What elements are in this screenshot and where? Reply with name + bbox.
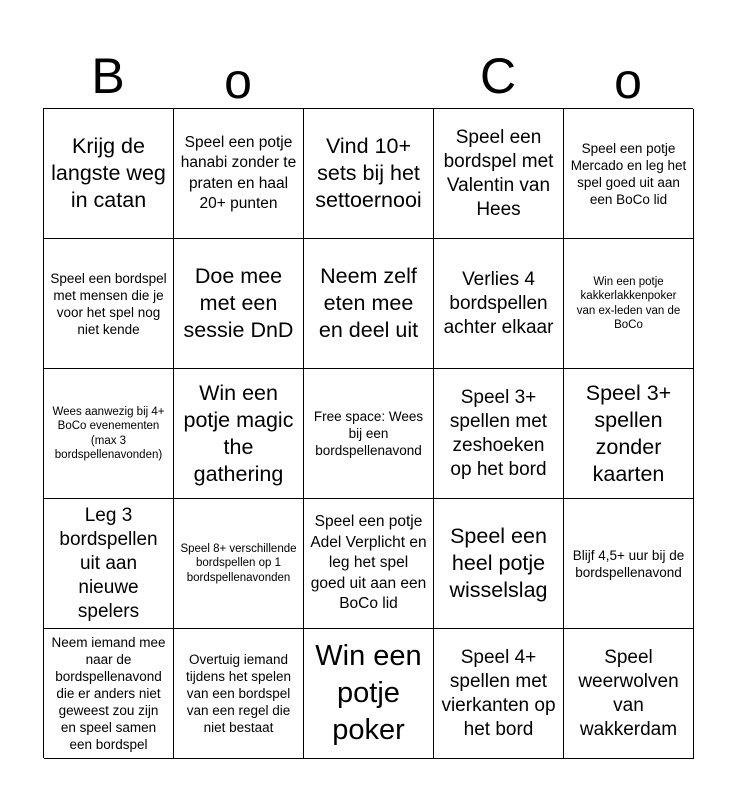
bingo-cell[interactable] [304,109,434,239]
bingo-cell[interactable] [174,109,304,239]
cell-text: Wees aanwezig bij 4+ BoCo evenementen (max 3 bordspellenavonden) [52,405,165,461]
bingo-cell[interactable] [44,369,174,499]
bingo-cell[interactable] [44,499,174,629]
cell-text: Win een potje poker [315,640,422,746]
cell-text: Krijg de langste weg in catan [51,134,166,212]
cell-text: Free space: Wees bij een bordspellenavond [313,409,424,458]
header-letter-3 [303,44,433,108]
cell-text: Leg 3 bordspellen uit aan nieuwe spelers [59,504,158,622]
header-letter-1: B [91,48,125,104]
cell-text: Win een potje magic the gathering [183,380,294,486]
cell-text: Speel een heel potje wisselslag [449,524,548,602]
cell-text: Speel een bordspel met Valentin van Hees [443,126,554,220]
bingo-cell[interactable] [304,369,434,499]
bingo-cell[interactable] [174,629,304,759]
bingo-cell[interactable] [174,239,304,369]
bingo-cell[interactable] [564,499,694,629]
cell-text: Overtuig iemand tijdens het spelen van een bordspel van een regel die niet bestaat [185,652,292,735]
bingo-cell[interactable] [304,239,434,369]
header-letter-2: o [224,53,252,109]
cell-text: Speel 3+ spellen met zeshoeken op het bord [449,386,548,480]
bingo-cell[interactable] [434,499,564,629]
bingo-cell[interactable] [564,629,694,759]
bingo-cell[interactable] [174,369,304,499]
bingo-cell[interactable] [44,239,174,369]
cell-text: Doe mee met een sessie DnD [183,264,294,342]
bingo-cell[interactable] [434,109,564,239]
cell-text: Speel een potje Mercado en leg het spel goed uit aan een BoCo lid [570,140,687,207]
bingo-cell[interactable] [434,629,564,759]
cell-text: Speel weerwolven van wakkerdam [578,646,679,740]
bingo-cell[interactable] [174,499,304,629]
bingo-cell[interactable] [564,109,694,239]
cell-text: Neem iemand mee naar de bordspellenavond die er anders niet geweest zou zijn en speel samen een bordspel [51,635,166,752]
bingo-cell[interactable] [434,239,564,369]
bingo-cell[interactable] [564,239,694,369]
cell-text: Speel een potje Adel Verplicht en leg het spel goed uit aan een BoCo lid [310,513,427,613]
cell-text: Neem zelf eten mee en deel uit [318,264,419,342]
bingo-header [43,44,693,108]
header-letter-4: C [479,48,517,104]
cell-text: Speel 8+ verschillende bordspellen op 1 bordspellenavonden [180,542,297,584]
header-letter-5: o [614,53,642,109]
bingo-cell[interactable] [304,629,434,759]
cell-text: Vind 10+ sets bij het settoernooi [315,134,422,212]
cell-text: Speel 4+ spellen met vierkanten op het bord [441,646,556,740]
bingo-cell[interactable] [44,109,174,239]
bingo-cell[interactable] [434,369,564,499]
cell-text: Speel een potje hanabi zonder te praten en haal 20+ punten [180,133,297,212]
bingo-cell[interactable] [304,499,434,629]
cell-text: Speel 3+ spellen zonder kaarten [585,380,672,486]
cell-text: Verlies 4 bordspellen achter elkaar [443,268,554,338]
bingo-grid [43,108,693,758]
bingo-cell[interactable] [44,629,174,759]
cell-text: Blijf 4,5+ uur bij de bordspellenavond [572,547,685,580]
bingo-cell[interactable] [564,369,694,499]
cell-text: Speel een bordspel met mensen die je voor het spel nog niet kende [50,270,167,337]
cell-text: Win een potje kakkerlakkenpoker van ex-leden van de BoCo [576,275,681,331]
